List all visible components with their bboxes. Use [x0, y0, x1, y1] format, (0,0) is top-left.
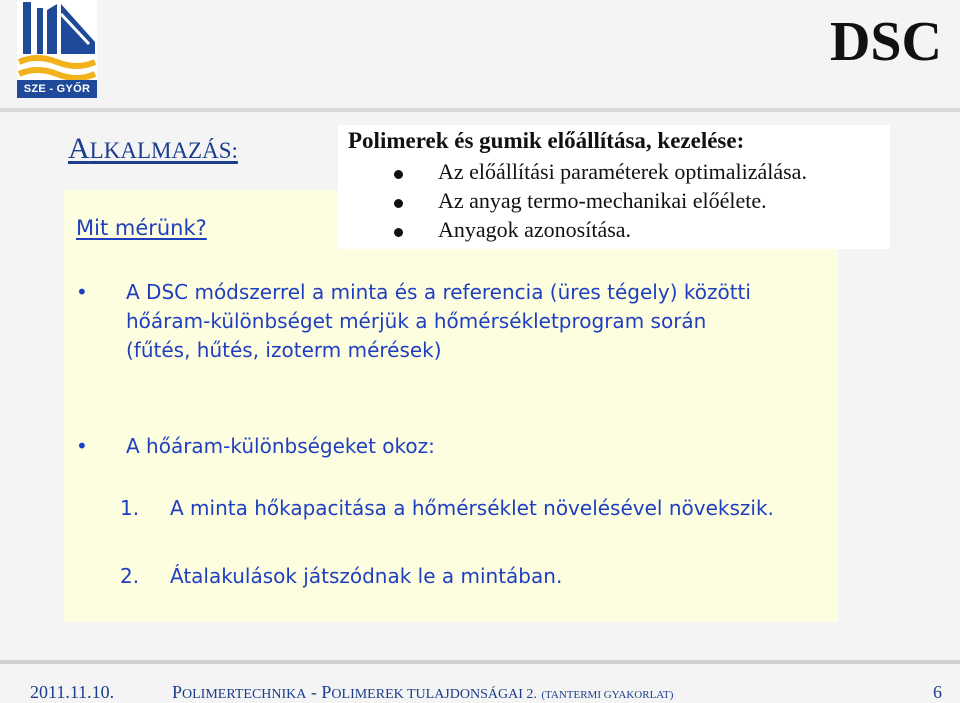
application-item-2: Az anyag termo-mechanikai előélete. — [438, 188, 767, 213]
bullet1-line3: (fűtés, hűtés, izoterm mérések) — [126, 338, 442, 362]
bullet-icon — [394, 199, 403, 208]
footer-title-part2: OLIMEREK TULAJDONSÁGAI 2. — [331, 687, 537, 702]
application-item-1: Az előállítási paraméterek optimalizálása. — [438, 159, 807, 184]
numbered-item-1-num: 1. — [120, 496, 140, 520]
footer-date: 2011.11.10. — [30, 682, 115, 702]
header-divider — [0, 108, 960, 112]
footer-title-initial-2: P — [321, 682, 332, 702]
page-number: 6 — [933, 682, 942, 702]
logo-text: SZE - GYŐR — [17, 80, 97, 98]
application-title: Polimerek és gumik előállítása, kezelése: — [348, 128, 745, 153]
page-heading — [68, 134, 238, 164]
application-box — [338, 125, 890, 249]
numbered-item-2-num: 2. — [120, 564, 140, 588]
footer-title-sep: - — [306, 682, 322, 702]
footer-title-initial: P — [172, 682, 183, 702]
application-item-3: Anyagok azonosítása. — [438, 217, 632, 242]
footer-divider — [0, 660, 960, 664]
bullet1-line2: hőáram-különbséget mérjük a hőmérsékletprogram során — [126, 309, 707, 333]
bullet1-line1: A DSC módszerrel a minta és a referencia (üres tégely) közötti — [126, 280, 751, 304]
footer-title-part3: (TANTERMI GYAKORLAT) — [541, 689, 674, 701]
panel-title: Mit mérünk? — [76, 216, 207, 240]
bullet-icon — [394, 170, 403, 179]
footer-title-part1: OLIMERTECHNIKA — [182, 687, 307, 702]
bullet-icon — [394, 228, 403, 237]
footer-title — [172, 682, 673, 703]
content-panel — [64, 190, 838, 622]
numbered-item-1-text: A minta hőkapacitása a hőmérséklet növelésével növekszik. — [170, 496, 774, 520]
brand-title: DSC — [829, 11, 942, 73]
logo-emblem-icon — [17, 0, 97, 82]
bullet-marker: • — [76, 280, 88, 304]
numbered-item-2-text: Átalakulások játszódnak le a mintában. — [170, 564, 563, 588]
bullet-marker: • — [76, 434, 88, 458]
university-logo — [17, 0, 97, 100]
bullet2-text: A hőáram-különbségeket okoz: — [126, 434, 435, 458]
heading-rest: LKALMAZÁS: — [89, 138, 238, 163]
heading-initial: A — [68, 132, 90, 165]
